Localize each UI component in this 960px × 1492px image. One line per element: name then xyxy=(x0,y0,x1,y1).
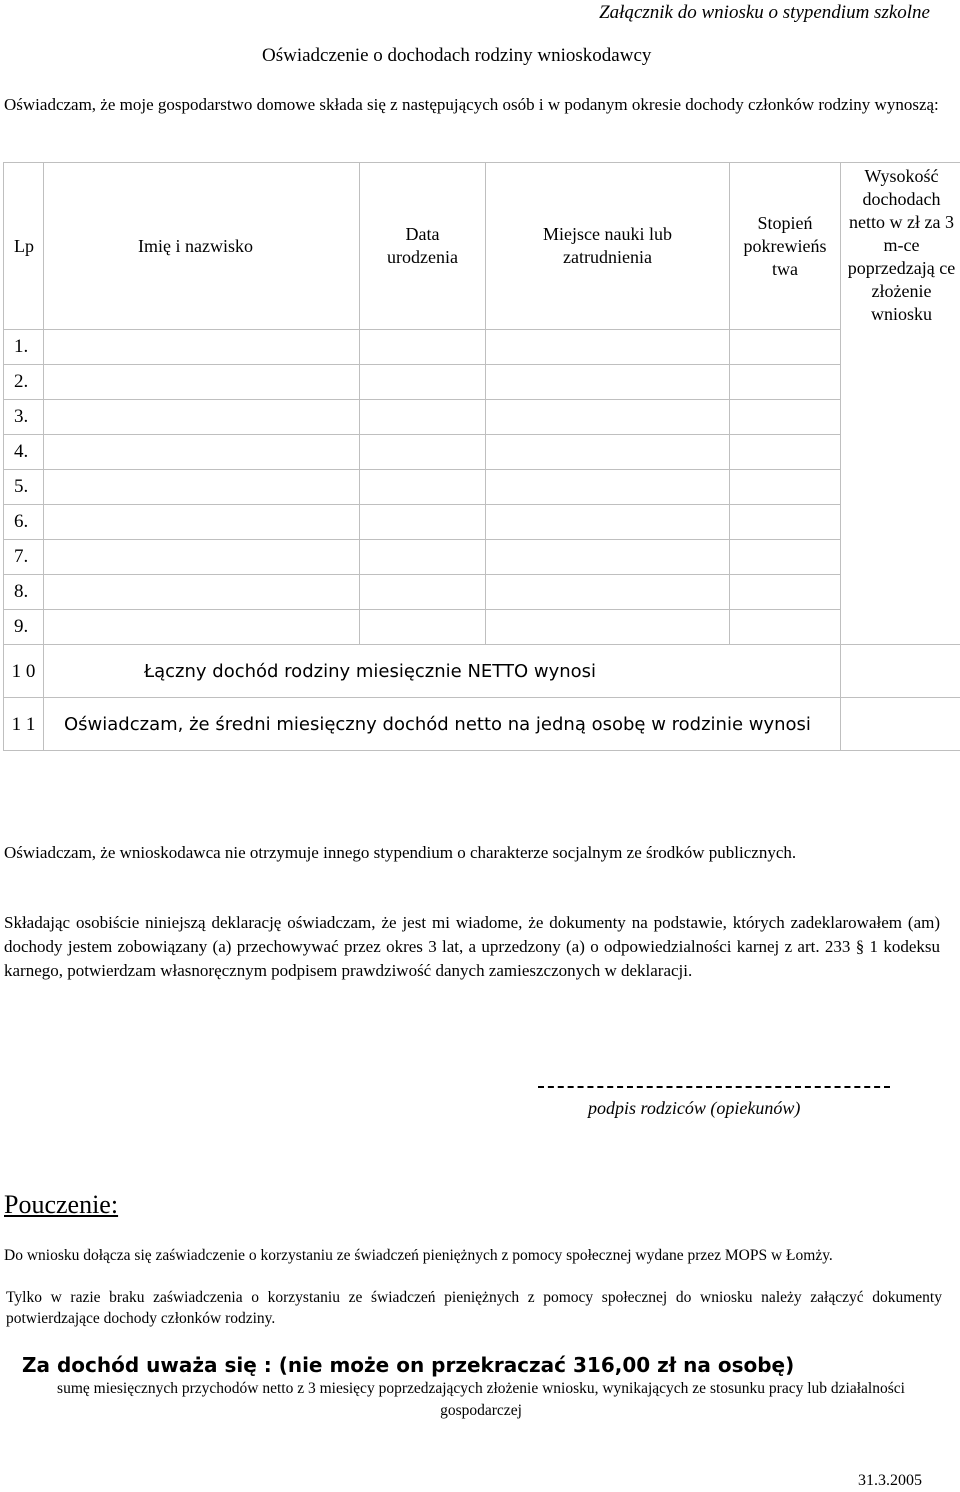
name-cell[interactable] xyxy=(44,505,360,540)
document-title: Oświadczenie o dochodach rodziny wnioskodawcy xyxy=(262,45,652,66)
place-cell[interactable] xyxy=(486,365,730,400)
row-number: 7. xyxy=(4,540,44,575)
place-cell[interactable] xyxy=(486,330,730,365)
signature-line[interactable] xyxy=(538,1086,890,1088)
birth-cell[interactable] xyxy=(360,400,486,435)
notice-line-1: Do wniosku dołącza się zaświadczenie o korzystaniu ze świadczeń pieniężnych z pomocy społecznej wydane przez MOPS w Łomży. xyxy=(4,1247,833,1264)
row-number: 2. xyxy=(4,365,44,400)
place-cell[interactable] xyxy=(486,400,730,435)
row-number: 1 1 xyxy=(4,698,44,751)
name-cell[interactable] xyxy=(44,575,360,610)
notice-heading: Pouczenie: xyxy=(4,1190,119,1219)
total-income-label: Łączny dochód rodziny miesięcznie NETTO wynosi xyxy=(44,645,841,698)
income-definition-text: sumę miesięcznych przychodów netto z 3 miesięcy poprzedzających złożenie wniosku, wynikających ze stosunku pracy lub działalności gospodarczej xyxy=(57,1380,905,1419)
declaration-statement: Składając osobiście niniejszą deklarację oświadczam, że jest mi wiadome, że dokumenty na podstawie, których zadeklarowałem (am) dochody jestem zobowiązany (a) przechowywać przez okres 3 lat, a uprzedzony (a) o odpowiedzialności karnej z art. 233 § 1 kodeksu karnego, potwierdzam własnoręcznym podpisem prawdziwość danych zamieszczonych w deklaracji. xyxy=(4,913,940,980)
income-definition-title: Za dochód uważa się : (nie może on przekraczać 316,00 zł na osobę) xyxy=(22,1353,795,1377)
name-cell[interactable] xyxy=(44,365,360,400)
relation-cell[interactable] xyxy=(730,540,841,575)
header-place: Miejsce nauki lub zatrudnienia xyxy=(486,163,730,330)
notice-line-2: Tylko w razie braku zaświadczenia o korzystaniu ze świadczeń pieniężnych z pomocy społecznej do wniosku należy załączyć dokumenty potwierdzające dochody członków rodziny. xyxy=(6,1289,942,1327)
place-cell[interactable] xyxy=(486,470,730,505)
signature-label: podpis rodziców (opiekunów) xyxy=(588,1098,801,1118)
place-cell[interactable] xyxy=(486,540,730,575)
birth-cell[interactable] xyxy=(360,435,486,470)
row-number: 3. xyxy=(4,400,44,435)
annex-label: Załącznik do wniosku o stypendium szkolne xyxy=(599,2,930,23)
row-number: 1 0 xyxy=(4,645,44,698)
birth-cell[interactable] xyxy=(360,470,486,505)
row-number: 9. xyxy=(4,610,44,645)
total-income-value[interactable] xyxy=(841,645,960,698)
birth-cell[interactable] xyxy=(360,540,486,575)
name-cell[interactable] xyxy=(44,470,360,505)
income-table xyxy=(3,162,960,751)
birth-cell[interactable] xyxy=(360,575,486,610)
place-cell[interactable] xyxy=(486,505,730,540)
no-other-scholarship-statement: Oświadczam, że wnioskodawca nie otrzymuje innego stypendium o charakterze socjalnym ze środków publicznych. xyxy=(4,843,797,862)
relation-cell[interactable] xyxy=(730,470,841,505)
name-cell[interactable] xyxy=(44,540,360,575)
row-number: 5. xyxy=(4,470,44,505)
relation-cell[interactable] xyxy=(730,330,841,365)
relation-cell[interactable] xyxy=(730,610,841,645)
header-birth-date: Data urodzenia xyxy=(360,163,486,330)
document-date: 31.3.2005 xyxy=(858,1472,922,1489)
place-cell[interactable] xyxy=(486,435,730,470)
average-income-value[interactable] xyxy=(841,698,960,751)
row-number: 1. xyxy=(4,330,44,365)
relation-cell[interactable] xyxy=(730,400,841,435)
place-cell[interactable] xyxy=(486,575,730,610)
row-number: 4. xyxy=(4,435,44,470)
name-cell[interactable] xyxy=(44,435,360,470)
birth-cell[interactable] xyxy=(360,365,486,400)
birth-cell[interactable] xyxy=(360,505,486,540)
row-number: 8. xyxy=(4,575,44,610)
relation-cell[interactable] xyxy=(730,435,841,470)
birth-cell[interactable] xyxy=(360,610,486,645)
header-lp: Lp xyxy=(4,163,44,330)
name-cell[interactable] xyxy=(44,400,360,435)
name-cell[interactable] xyxy=(44,330,360,365)
intro-paragraph: Oświadczam, że moje gospodarstwo domowe składa się z następujących osób i w podanym okresie dochody członków rodziny wynoszą: xyxy=(4,95,939,114)
relation-cell[interactable] xyxy=(730,505,841,540)
header-name: Imię i nazwisko xyxy=(44,163,360,330)
relation-cell[interactable] xyxy=(730,365,841,400)
average-income-label: Oświadczam, że średni miesięczny dochód netto na jedną osobę w rodzinie wynosi xyxy=(44,698,841,751)
header-relation: Stopień pokrewieńs twa xyxy=(730,163,841,330)
relation-cell[interactable] xyxy=(730,575,841,610)
birth-cell[interactable] xyxy=(360,330,486,365)
name-cell[interactable] xyxy=(44,610,360,645)
row-number: 6. xyxy=(4,505,44,540)
place-cell[interactable] xyxy=(486,610,730,645)
header-income: Wysokość dochodach netto w zł za 3 m-ce poprzedzają ce złożenie wniosku xyxy=(841,163,960,645)
